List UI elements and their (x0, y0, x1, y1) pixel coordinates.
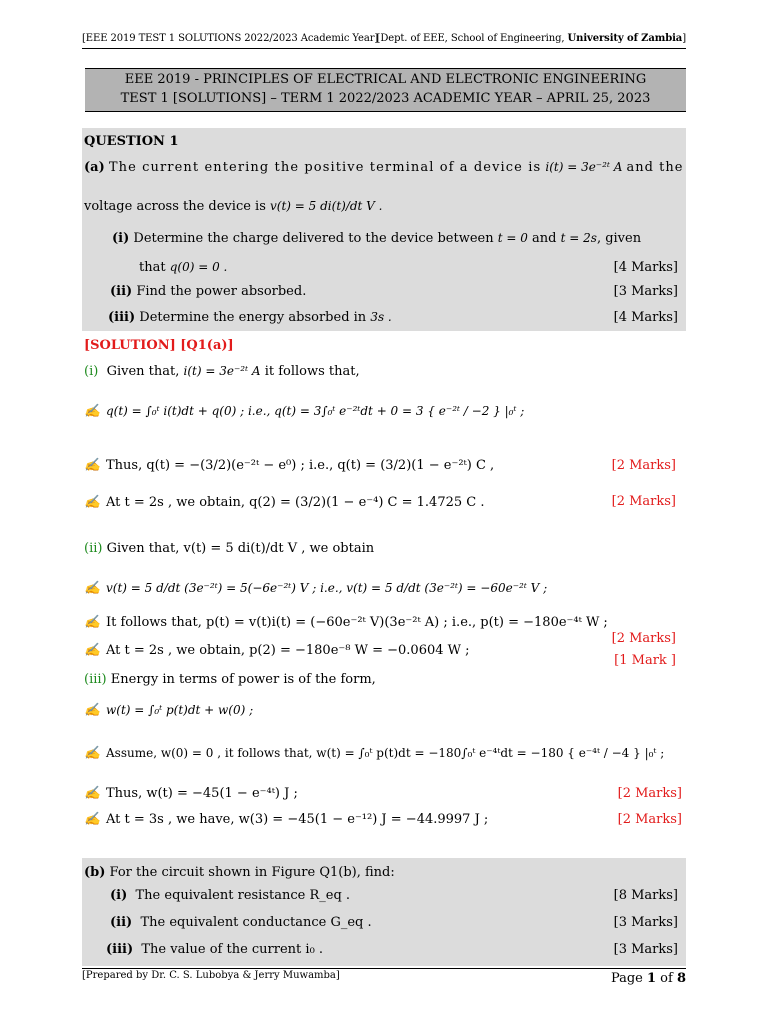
q1b-i-line (110, 888, 350, 903)
q1a-i-line-2 (139, 260, 227, 275)
sol-line-2-marks: [2 Marks] (611, 458, 676, 473)
q1a-i-line-1 (112, 231, 641, 246)
sol-charge-at-2s: At t = 2s , we obtain, q(2) = (3/2)(1 − e⁻⁴) C = 1.4725 C . (106, 495, 485, 510)
q1b-ii-line (110, 915, 372, 930)
sol-line-6-marks: [1 Mark ] (614, 653, 676, 668)
q1b-ii-label: (ii) (110, 915, 133, 930)
header-university: University of Zambia (567, 33, 683, 44)
q1a-iii-text: Determine the energy absorbed in (139, 310, 367, 325)
sol-line-3 (84, 495, 484, 510)
pen-check-icon: ✍ (84, 495, 101, 510)
q1b-iii-marks: [3 Marks] (613, 942, 678, 957)
sol-line-7 (84, 703, 253, 718)
sol-line-6 (84, 643, 470, 658)
sol-i-text-2: it follows that, (264, 364, 360, 379)
sol-energy-result: Thus, w(t) = −45(1 − e⁻⁴ᵗ) J ; (106, 786, 298, 801)
pen-check-icon: ✍ (84, 404, 101, 419)
pen-check-icon: ✍ (84, 615, 101, 630)
question-1-box (82, 128, 686, 331)
q1a-i-given: , given (596, 231, 642, 246)
sol-line-5 (84, 615, 608, 630)
sol-line-3-marks: [2 Marks] (611, 494, 676, 509)
q1a-i-t0: t = 0 (497, 231, 528, 245)
question-heading: QUESTION 1 (84, 134, 179, 149)
q1b-i-label: (i) (110, 888, 128, 903)
sol-line-1 (84, 404, 524, 419)
q1b-line (84, 865, 395, 880)
q1a-i-label: (i) (112, 231, 130, 246)
pen-check-icon: ✍ (84, 746, 101, 761)
q1a-ii-label: (ii) (110, 284, 133, 299)
header-right-prefix: [Dept. of EEE, School of Engineering, (376, 33, 568, 44)
sol-ii-label: (ii) (84, 541, 103, 556)
q1b-iii-line (106, 942, 323, 957)
sol-power-expression: It follows that, p(t) = v(t)i(t) = (−60e⁻²ᵗ V)(3e⁻²ᵗ A) ; i.e., p(t) = −180e⁻⁴ᵗ W ; (106, 615, 608, 630)
q1b-text: For the circuit shown in Figure Q1(b), find: (109, 865, 395, 880)
q1b-ii-text: The equivalent conductance G_eq . (140, 915, 372, 930)
q1a-i-that: that (139, 260, 166, 275)
q1a-iii-marks: [4 Marks] (613, 310, 678, 325)
q1a-i-q0: q(0) = 0 . (169, 260, 228, 274)
q1a-i-t2: t = 2s (560, 231, 597, 245)
sol-charge-integral: q(t) = ∫₀ᵗ i(t)dt + q(0) ; i.e., q(t) = 3∫₀ᵗ e⁻²ᵗdt + 0 = 3 { e⁻²ᵗ / −2 } |₀ᵗ ; (106, 404, 525, 418)
q1b-label: (b) (84, 865, 106, 880)
header-right-suffix: ] (682, 33, 686, 44)
q1a-ii-marks: [3 Marks] (613, 284, 678, 299)
header-rule (82, 48, 686, 49)
sol-iii-line (84, 672, 376, 687)
pen-check-icon: ✍ (84, 812, 101, 827)
q1a-iii-label: (iii) (108, 310, 136, 325)
q1a-voltage-eq: v(t) = 5 di(t)/dt V . (270, 199, 383, 213)
footer-credit: [Prepared by Dr. C. S. Lubobya & Jerry Muwamba] (82, 970, 340, 981)
sol-line-9-marks: [2 Marks] (617, 786, 682, 801)
sol-i-line (84, 364, 360, 379)
q1a-text-1: The current entering the positive terminal of a device is (108, 160, 542, 175)
sol-iii-label: (iii) (84, 672, 107, 687)
q1b-iii-text: The value of the current i₀ . (141, 942, 324, 957)
q1b-i-marks: [8 Marks] (613, 888, 678, 903)
q1a-text-2: and the (626, 160, 684, 175)
q1a-i-text: Determine the charge delivered to the device between (133, 231, 494, 246)
pen-check-icon: ✍ (84, 643, 101, 658)
sol-power-at-2s: At t = 2s , we obtain, p(2) = −180e⁻⁸ W = −0.0604 W ; (106, 643, 470, 658)
sol-ii-text: Given that, v(t) = 5 di(t)/dt V , we obtain (106, 541, 375, 556)
sol-line-9 (84, 786, 298, 801)
page-total: 8 (676, 971, 686, 986)
q1a-i-marks: [4 Marks] (613, 260, 678, 275)
q1a-ii-text: Find the power absorbed. (136, 284, 307, 299)
sol-line-4 (84, 581, 547, 596)
header-left: [EEE 2019 TEST 1 SOLUTIONS 2022/2023 Academic Year] (82, 33, 379, 44)
sol-line-10-marks: [2 Marks] (617, 812, 682, 827)
sol-voltage-expression: v(t) = 5 d/dt (3e⁻²ᵗ) = 5(−6e⁻²ᵗ) V ; i.e., v(t) = 5 d/dt (3e⁻²ᵗ) = −60e⁻²ᵗ V ; (106, 581, 548, 595)
title-line-2: TEST 1 [SOLUTIONS] – TERM 1 2022/2023 ACADEMIC YEAR – APRIL 25, 2023 (120, 91, 651, 106)
q1a-current-eq: i(t) = 3e⁻²ᵗ A (545, 160, 623, 174)
page-current: 1 (647, 971, 657, 986)
pen-check-icon: ✍ (84, 458, 101, 473)
sol-energy-expression: Assume, w(0) = 0 , it follows that, w(t) = ∫₀ᵗ p(t)dt = −180∫₀ᵗ e⁻⁴ᵗdt = −180 { e⁻⁴ᵗ / −4 } |₀ᵗ ; (106, 746, 665, 760)
q1a-iii-eq: 3s . (370, 310, 392, 324)
pen-check-icon: ✍ (84, 703, 101, 718)
q1a-iii-line (108, 310, 392, 325)
q1a-ii-line (110, 284, 306, 299)
sol-ii-line (84, 541, 374, 556)
q1a-line-2 (84, 199, 382, 214)
title-box (85, 68, 686, 112)
sol-iii-text: Energy in terms of power is of the form, (110, 672, 376, 687)
sol-charge-expression: Thus, q(t) = −(3/2)(e⁻²ᵗ − e⁰) ; i.e., q(t) = (3/2)(1 − e⁻²ᵗ) C , (106, 458, 495, 473)
page-prefix: Page (610, 971, 647, 986)
page-of: of (656, 971, 677, 986)
sol-line-2 (84, 458, 494, 473)
q1a-i-and: and (532, 231, 557, 246)
footer-rule (82, 968, 686, 969)
q1a-text-3: voltage across the device is (84, 199, 266, 214)
sol-i-text: Given that, (106, 364, 180, 379)
header-right (377, 33, 686, 44)
q1b-iii-label: (iii) (106, 942, 134, 957)
q1b-ii-marks: [3 Marks] (613, 915, 678, 930)
sol-line-10 (84, 812, 488, 827)
solution-heading: [SOLUTION] [Q1(a)] (84, 338, 234, 353)
q1b-i-text: The equivalent resistance R_eq . (135, 888, 351, 903)
page-number (611, 971, 686, 986)
sol-i-label: (i) (84, 364, 99, 379)
q1a-label: (a) (84, 160, 105, 175)
sol-line-8 (84, 746, 664, 761)
title-line-1: EEE 2019 - PRINCIPLES OF ELECTRICAL AND ELECTRONIC ENGINEERING (124, 72, 647, 87)
sol-energy-at-3s: At t = 3s , we have, w(3) = −45(1 − e⁻¹²) J = −44.9997 J ; (106, 812, 489, 827)
sol-i-eq: i(t) = 3e⁻²ᵗ A (183, 364, 261, 378)
q1a-line-1 (84, 160, 683, 175)
sol-energy-integral: w(t) = ∫₀ᵗ p(t)dt + w(0) ; (106, 703, 254, 717)
pen-check-icon: ✍ (84, 786, 101, 801)
pen-check-icon: ✍ (84, 581, 101, 596)
sol-line-5-marks: [2 Marks] (611, 631, 676, 646)
